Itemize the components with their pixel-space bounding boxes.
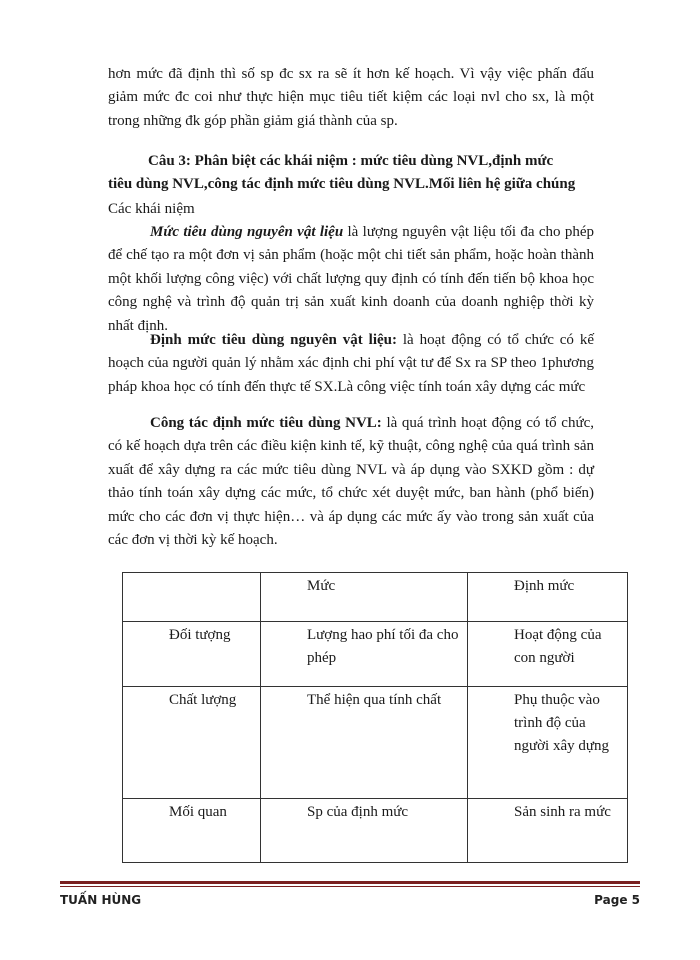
table-cell: Đối tượng	[123, 622, 261, 687]
table-cell: Hoạt động của con người	[468, 622, 628, 687]
footer-divider	[60, 881, 640, 884]
table-cell: Sản sinh ra mức	[468, 799, 628, 863]
table-cell: Sp của định mức	[261, 799, 468, 863]
table-cell: Mối quan	[123, 799, 261, 863]
table-row	[123, 799, 628, 863]
footer-author: TUẤN HÙNG	[60, 893, 142, 907]
definition-norm-work	[108, 412, 594, 552]
table-cell: Phụ thuộc vào trình độ của người xây dựng	[468, 687, 628, 799]
concepts-subheading: Các khái niệm	[108, 201, 195, 217]
comparison-table	[122, 572, 628, 863]
table-row	[123, 622, 628, 687]
table-row	[123, 687, 628, 799]
intro-paragraph: hơn mức đã định thì số sp đc sx ra sẽ ít hơn kế hoạch. Vì vậy việc phấn đấu giảm mức đc coi như thực hiện mục tiêu tiết kiệm các loại nvl cho sx, là một trong những đk góp phần giảm giá thành của sp.	[108, 66, 594, 129]
table-cell: Lượng hao phí tối đa cho phép	[261, 622, 468, 687]
term-consumption-level: Mức tiêu dùng nguyên vật liệu	[150, 224, 344, 240]
table-row	[123, 573, 628, 622]
definition-consumption-level	[108, 221, 594, 338]
table-cell: Định mức	[468, 573, 628, 622]
definition-consumption-norm	[108, 329, 594, 399]
definition-consumption-norm-body: là hoạt động có tổ chức có kế hoạch của người quản lý nhằm xác định chi phí vật tư để Sx ra SP theo 1phương pháp khoa học có tính đến thực tế SX.Là công việc tính toán xây dựng các mức	[108, 332, 594, 395]
definition-consumption-level-body: là lượng nguyên vật liệu tối đa cho phép để chế tạo ra một đơn vị sản phẩm (hoặc một chi tiết sản phẩm, hoặc hoàn thành một khối lượng công việc) với chất lượng quy định có tính đến tiến bộ khoa học công nghệ và trình độ quản trị sản xuất kinh doanh của doanh nghiệp thời kỳ nhất định.	[108, 224, 594, 334]
definition-norm-work-body: là quá trình hoạt động có tổ chức, có kế hoạch dựa trên các điều kiện kinh tế, kỹ thuật, công nghệ của quá trình sản xuất để xây dựng ra các mức tiêu dùng NVL và áp dụng vào SXKD gồm : dự thảo tính toán xây dựng các mức, tổ chức xét duyệt mức, ban hành (phổ biến) mức cho các đơn vị thực hiện… và áp dụng các mức ấy vào trong sản xuất của các đơn vị thời kỳ kế hoạch.	[108, 415, 594, 549]
table-cell	[123, 573, 261, 622]
term-norm-work: Công tác định mức tiêu dùng NVL:	[150, 415, 382, 431]
table-cell: Mức	[261, 573, 468, 622]
table-cell: Chất lượng	[123, 687, 261, 799]
term-consumption-norm: Định mức tiêu dùng nguyên vật liệu:	[150, 332, 397, 348]
heading-line-2: tiêu dùng NVL,công tác định mức tiêu dùng NVL.Mối liên hệ giữa chúng	[108, 176, 576, 193]
footer-divider-thin	[60, 886, 640, 887]
footer-page-number: Page 5	[594, 893, 640, 907]
table-cell: Thể hiện qua tính chất	[261, 687, 468, 799]
heading-line-1: Câu 3: Phân biệt các khái niệm : mức tiêu dùng NVL,định mức	[148, 153, 554, 169]
question-heading	[108, 150, 608, 197]
